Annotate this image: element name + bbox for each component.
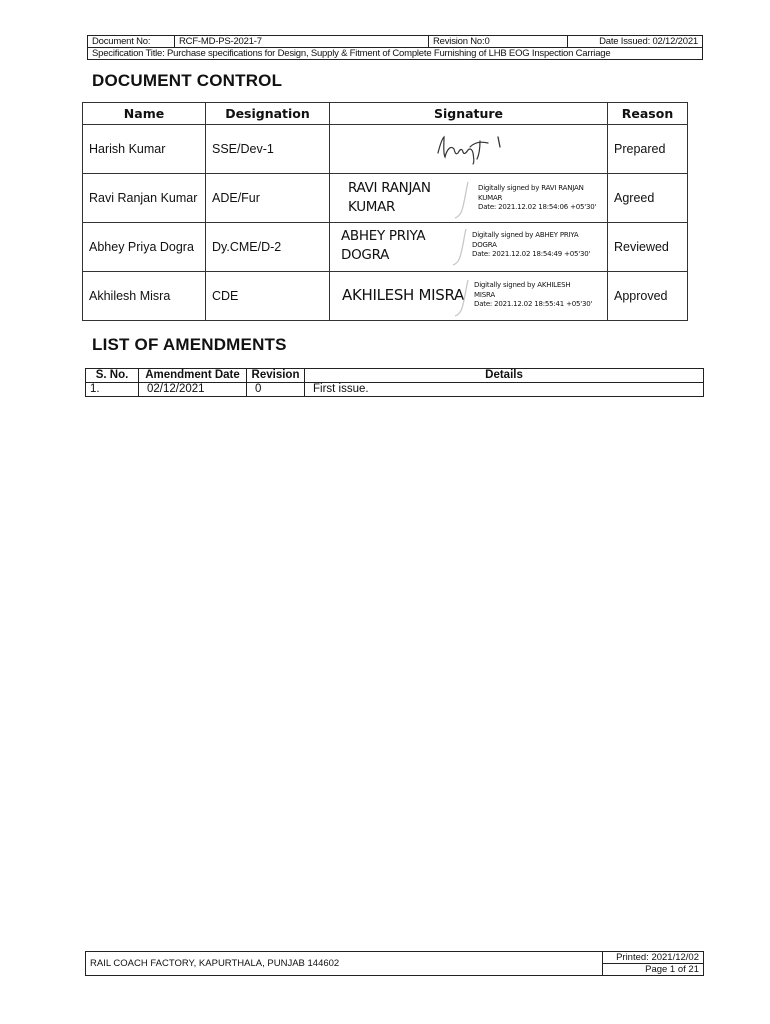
column-header: Designation	[206, 103, 330, 125]
signatory-designation: SSE/Dev-1	[206, 125, 330, 174]
amendment-date: 02/12/2021	[139, 383, 247, 397]
table-row	[86, 383, 704, 397]
table-row	[83, 174, 688, 223]
digital-signature-details: Digitally signed by AKHILESH MISRA Date: 2021.12.02 18:55:41 +05'30'	[474, 281, 593, 308]
signatory-name: Akhilesh Misra	[83, 272, 206, 321]
digital-signature-details: Digitally signed by ABHEY PRIYA DOGRA Date: 2021.12.02 18:54:49 +05'30'	[472, 231, 591, 258]
table-header-row	[86, 369, 704, 383]
column-header: Revision	[247, 369, 305, 383]
signature-mark	[452, 278, 474, 318]
table-header-row	[83, 103, 688, 125]
column-header: Signature	[330, 103, 608, 125]
amendments-table	[85, 368, 704, 397]
signature-mark	[452, 180, 474, 220]
page-number: Page 1 of 21	[603, 964, 704, 976]
digital-signature-name: RAVI RANJAN KUMAR	[348, 180, 431, 215]
date-issued: Date Issued: 02/12/2021	[568, 36, 703, 48]
printed-date: Printed: 2021/12/02	[603, 952, 704, 964]
signatory-designation: CDE	[206, 272, 330, 321]
doc-no-label: Document No:	[88, 36, 175, 48]
amendments-heading: LIST OF AMENDMENTS	[92, 335, 287, 354]
signatory-name: Abhey Priya Dogra	[83, 223, 206, 272]
page-footer	[85, 951, 704, 976]
spec-title: Specification Title: Purchase specifications for Design, Supply & Fitment of Complete Furnishing of LHB EOG Inspection Carriage	[88, 48, 703, 60]
reason: Reviewed	[608, 223, 688, 272]
column-header: Details	[305, 369, 704, 383]
signature-mark	[450, 227, 472, 267]
signatory-name: Ravi Ranjan Kumar	[83, 174, 206, 223]
document-header	[87, 35, 703, 60]
column-header: Reason	[608, 103, 688, 125]
document-control-table	[82, 102, 688, 321]
signature-cell	[330, 125, 608, 174]
document-control-heading: DOCUMENT CONTROL	[92, 71, 283, 90]
amendment-revision: 0	[247, 383, 305, 397]
digital-signature-name: ABHEY PRIYA DOGRA	[341, 228, 426, 263]
signatory-designation: ADE/Fur	[206, 174, 330, 223]
digital-signature-name: AKHILESH MISRA	[342, 286, 464, 304]
column-header: Name	[83, 103, 206, 125]
signatory-designation: Dy.CME/D-2	[206, 223, 330, 272]
reason: Prepared	[608, 125, 688, 174]
table-row	[83, 272, 688, 321]
handwritten-signature	[430, 131, 520, 165]
digital-signature-details: Digitally signed by RAVI RANJAN KUMAR Date: 2021.12.02 18:54:06 +05'30'	[478, 184, 597, 211]
factory-address: RAIL COACH FACTORY, KAPURTHALA, PUNJAB 144602	[86, 952, 603, 976]
signature-cell	[330, 272, 608, 321]
table-row	[83, 125, 688, 174]
column-header: Amendment Date	[139, 369, 247, 383]
table-row	[83, 223, 688, 272]
column-header: S. No.	[86, 369, 139, 383]
revision-no: Revision No:0	[429, 36, 568, 48]
signature-cell	[330, 223, 608, 272]
reason: Approved	[608, 272, 688, 321]
signatory-name: Harish Kumar	[83, 125, 206, 174]
amendment-sno: 1.	[86, 383, 139, 397]
signature-cell	[330, 174, 608, 223]
doc-no: RCF-MD-PS-2021-7	[175, 36, 429, 48]
reason: Agreed	[608, 174, 688, 223]
amendment-details: First issue.	[305, 383, 704, 397]
